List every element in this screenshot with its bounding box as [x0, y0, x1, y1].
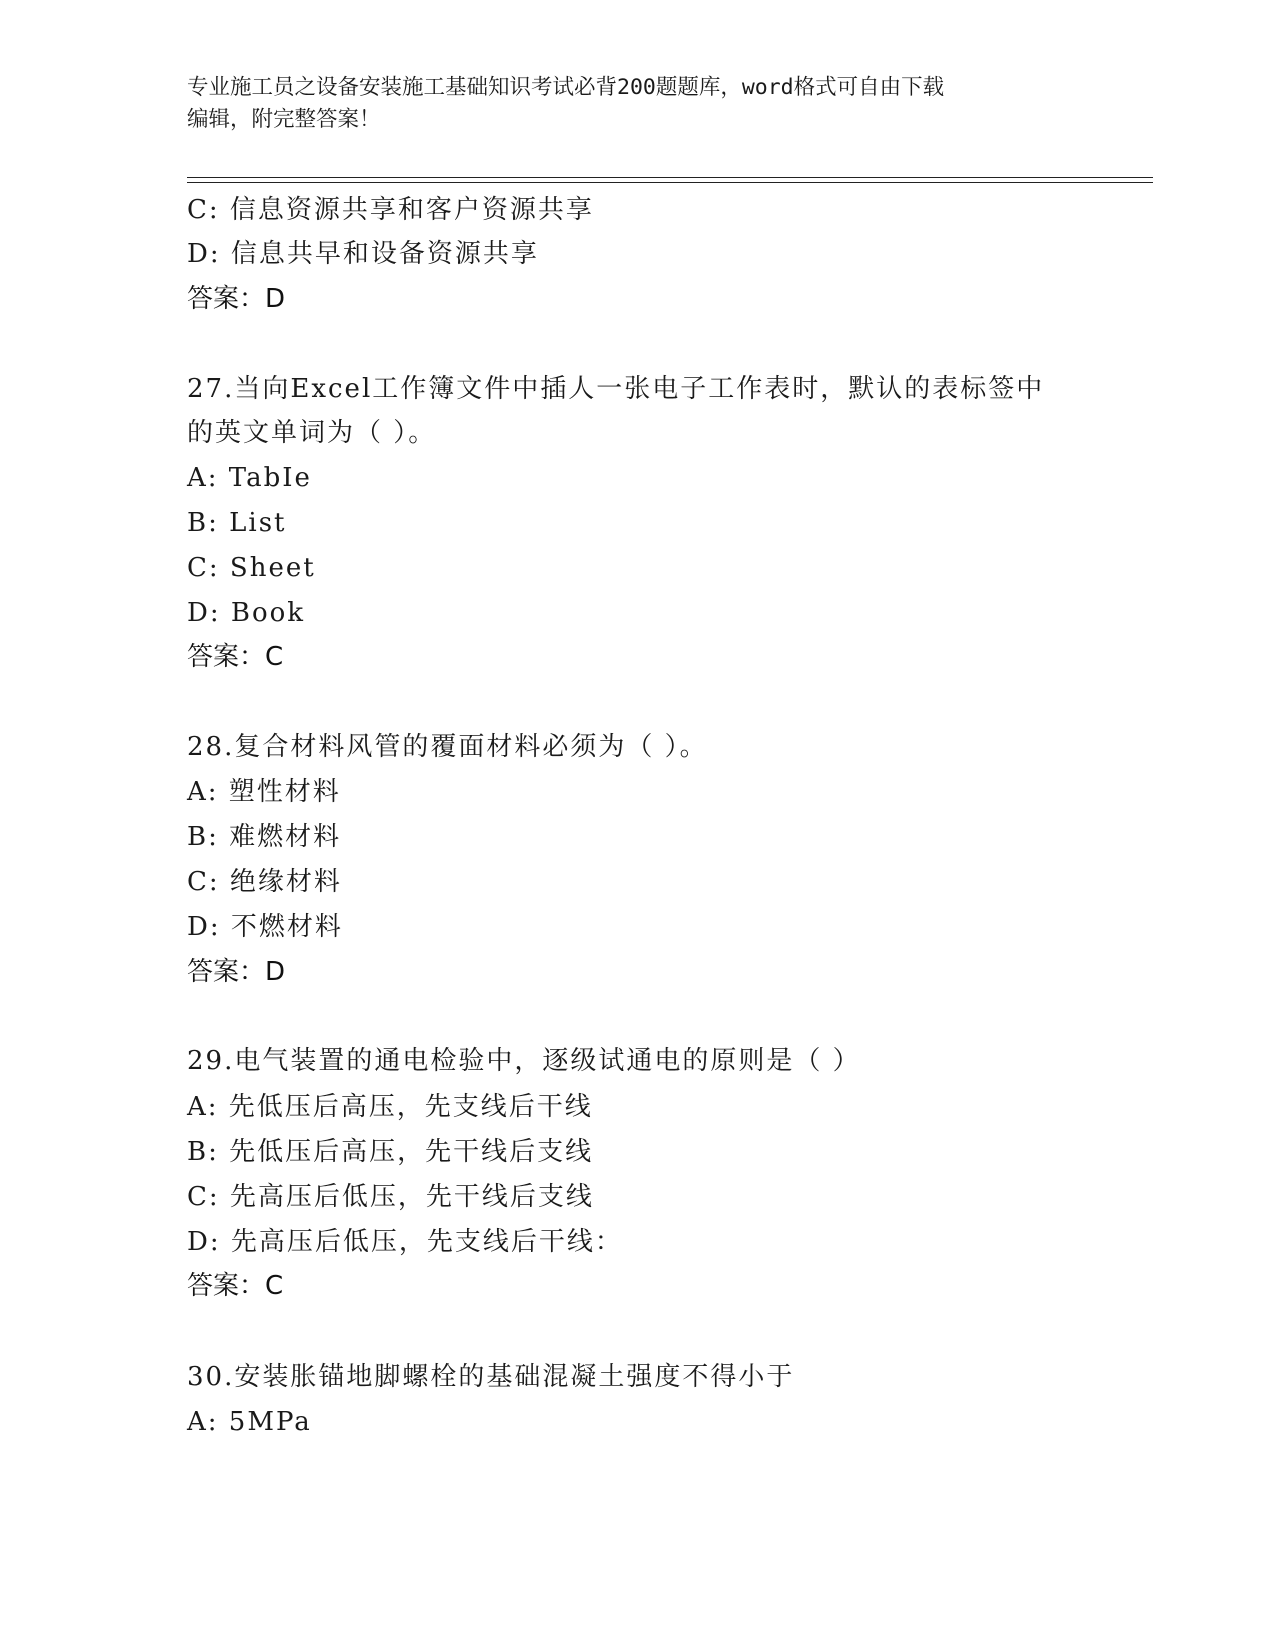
q27-option-d: D: Book [187, 598, 306, 628]
q29-answer: 答案：C [187, 1271, 284, 1301]
q29-option-a: A: 先低压后高压，先支线后干线 [187, 1092, 593, 1122]
q28-option-a: A: 塑性材料 [187, 777, 341, 807]
q28-answer: 答案：D [187, 957, 286, 987]
q27-option-b: B: List [187, 508, 287, 538]
header-rule-top [187, 177, 1153, 178]
q29-option-c: C: 先高压后低压，先干线后支线 [187, 1182, 594, 1212]
q29-option-b: B: 先低压后高压，先干线后支线 [187, 1137, 594, 1167]
header-line-2: 编辑，附完整答案！ [187, 107, 381, 132]
q27-option-a: A: TabIe [187, 463, 312, 493]
q29-option-d: D: 先高压后低压，先支线后干线： [187, 1227, 623, 1257]
q28-stem: 28.复合材料风管的覆面材料必须为（ ）。 [187, 732, 708, 762]
q30-option-a: A: 5MPa [187, 1407, 312, 1437]
document-header [187, 72, 1067, 136]
q26-option-d: D: 信息共早和设备资源共享 [187, 239, 539, 269]
q27-option-c: C: Sheet [187, 553, 316, 583]
q29-stem: 29.电气装置的通电检验中，逐级试通电的原则是（ ） [187, 1046, 861, 1076]
q28-option-c: C: 绝缘材料 [187, 867, 342, 897]
q26-option-c: C: 信息资源共享和客户资源共享 [187, 195, 594, 225]
q27-stem-line-2: 的英文单词为（ ）。 [187, 418, 437, 448]
q26-answer: 答案：D [187, 284, 286, 314]
header-rule-bottom [187, 182, 1153, 183]
q27-stem-line-1: 27.当向Excel工作簿文件中插人一张电子工作表时，默认的表标签中 [187, 374, 1045, 404]
q30-stem: 30.安装胀锚地脚螺栓的基础混凝土强度不得小于 [187, 1362, 795, 1392]
q27-answer: 答案：C [187, 642, 284, 672]
header-line-1: 专业施工员之设备安装施工基础知识考试必背200题题库，word格式可自由下载 [187, 75, 945, 100]
q28-option-b: B: 难燃材料 [187, 822, 342, 852]
q28-option-d: D: 不燃材料 [187, 912, 343, 942]
